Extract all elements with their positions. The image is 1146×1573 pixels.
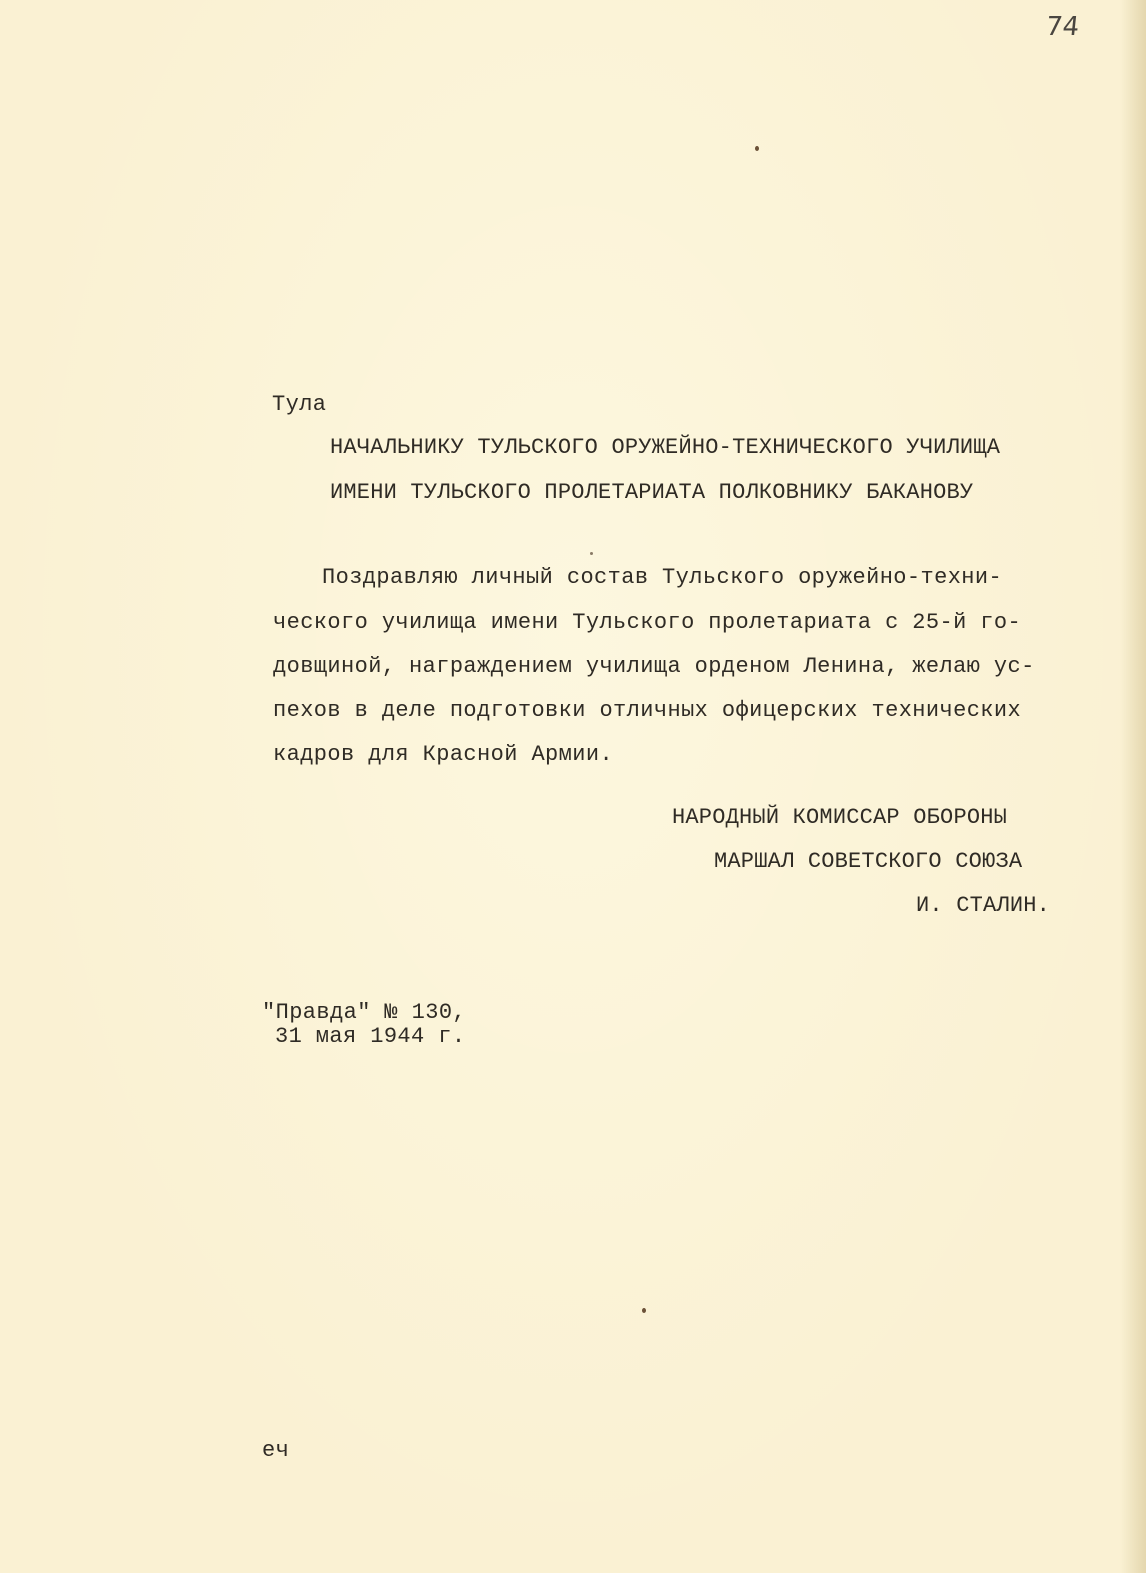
- body-line-2: ческого училища имени Тульского пролетариата с 25-й го-: [273, 610, 1022, 635]
- source-line-1: "Правда" № 130,: [262, 1000, 467, 1025]
- addressee-line-1: НАЧАЛЬНИКУ ТУЛЬСКОГО ОРУЖЕЙНО-ТЕХНИЧЕСКОГО УЧИЛИЩА: [330, 435, 1001, 460]
- paper-speck: [590, 552, 593, 555]
- signature-title-2: МАРШАЛ СОВЕТСКОГО СОЮЗА: [714, 849, 1023, 874]
- signature-name: И. СТАЛИН.: [916, 893, 1051, 918]
- handwritten-page-number: 74: [1044, 12, 1081, 42]
- page-edge-shadow: [1120, 0, 1146, 1573]
- body-line-1: Поздравляю личный состав Тульского оружейно-техни-: [322, 565, 1003, 590]
- source-line-2: 31 мая 1944 г.: [275, 1024, 466, 1049]
- paper-speck: [755, 146, 759, 151]
- addressee-line-2: ИМЕНИ ТУЛЬСКОГО ПРОЛЕТАРИАТА ПОЛКОВНИКУ БАКАНОВУ: [330, 480, 974, 505]
- body-line-5: кадров для Красной Армии.: [273, 742, 614, 767]
- paper-speck: [642, 1308, 646, 1313]
- body-line-3: довщиной, награждением училища орденом Ленина, желаю ус-: [273, 654, 1035, 679]
- signature-title-1: НАРОДНЫЙ КОМИССАР ОБОРОНЫ: [672, 805, 1008, 830]
- typist-mark: еч: [262, 1438, 290, 1463]
- body-line-4: пехов в деле подготовки отличных офицерских технических: [273, 698, 1022, 723]
- city-line: Тула: [272, 392, 327, 417]
